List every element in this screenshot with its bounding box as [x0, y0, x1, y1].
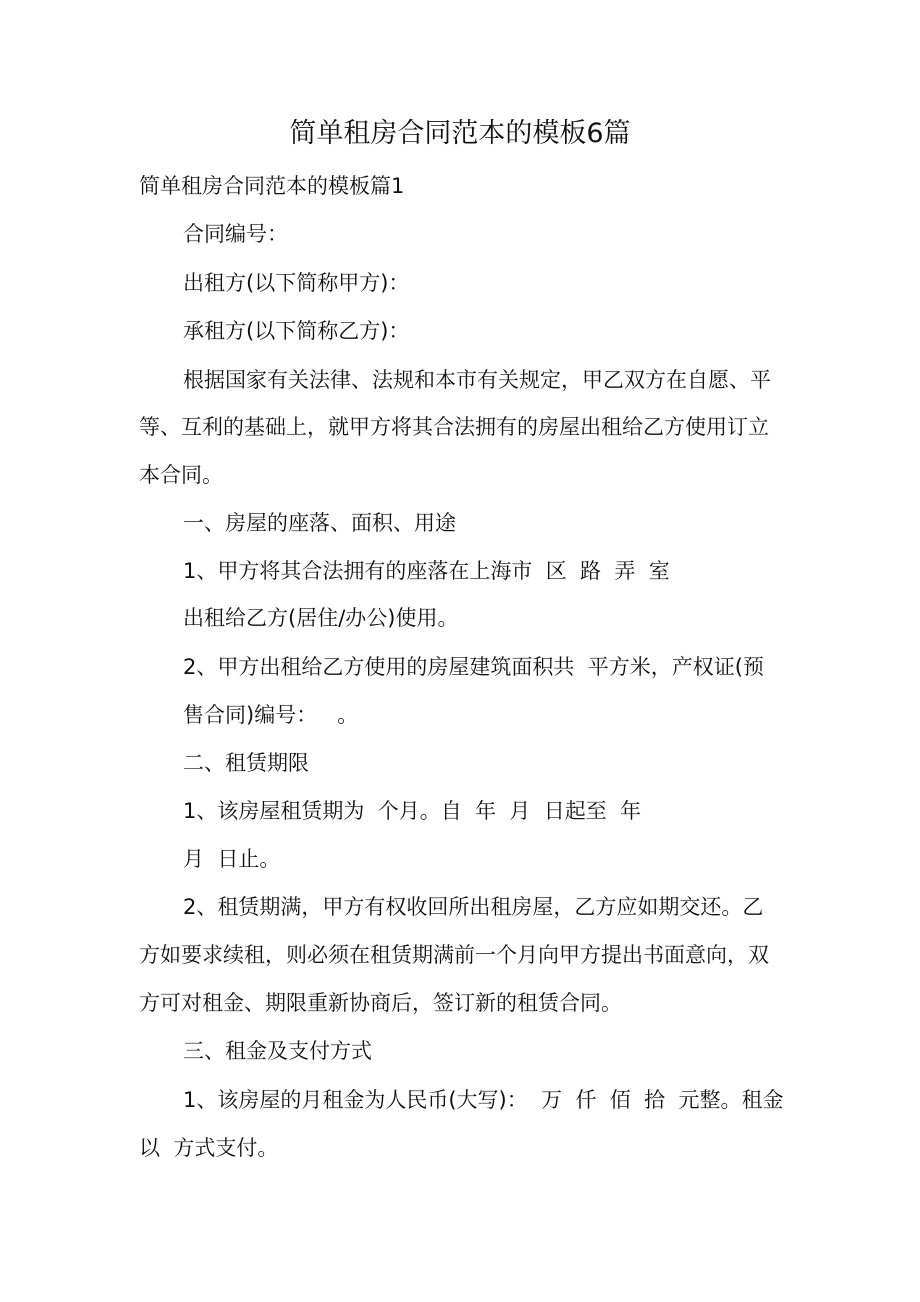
preamble-line: 等、互利的基础上，就甲方将其合法拥有的房屋出租给乙方使用订立 [139, 415, 769, 439]
clause-line: 2、租赁期满，甲方有权收回所出租房屋，乙方应如期交还。乙 [183, 895, 764, 919]
contract-number-label: 合同编号： [183, 222, 288, 246]
preamble-line: 本合同。 [139, 463, 223, 487]
clause-line: 1、该房屋租赁期为 个月。自 年 月 日起至 年 [183, 799, 642, 823]
preamble-line: 根据国家有关法律、法规和本市有关规定，甲乙双方在自愿、平 [183, 368, 771, 392]
lessor-label: 出租方(以下简称甲方)： [183, 271, 410, 295]
clause-line: 2、甲方出租给乙方使用的房屋建筑面积共 平方米，产权证(预 [183, 655, 764, 679]
clause-line: 以 方式支付。 [139, 1136, 279, 1160]
section-heading: 简单租房合同范本的模板篇1 [139, 174, 405, 198]
article-heading: 二、租赁期限 [183, 751, 309, 775]
document-title: 简单租房合同范本的模板6篇 [289, 118, 631, 149]
clause-line: 1、甲方将其合法拥有的座落在上海市 区 路 弄 室 [183, 559, 670, 583]
clause-line: 方可对租金、期限重新协商后，签订新的租赁合同。 [139, 991, 622, 1015]
clause-line: 月 日止。 [183, 847, 281, 871]
clause-line: 出租给乙方(居住/办公)使用。 [183, 606, 459, 630]
clause-line: 方如要求续租，则必须在租赁期满前一个月向甲方提出书面意向，双 [139, 943, 769, 967]
lessee-label: 承租方(以下简称乙方)： [183, 319, 410, 343]
article-heading: 三、租金及支付方式 [183, 1039, 372, 1063]
clause-line: 售合同)编号： 。 [183, 703, 359, 727]
clause-line: 1、该房屋的月租金为人民币(大写)： 万 仟 佰 拾 元整。租金 [183, 1088, 784, 1112]
article-heading: 一、房屋的座落、面积、用途 [183, 511, 456, 535]
